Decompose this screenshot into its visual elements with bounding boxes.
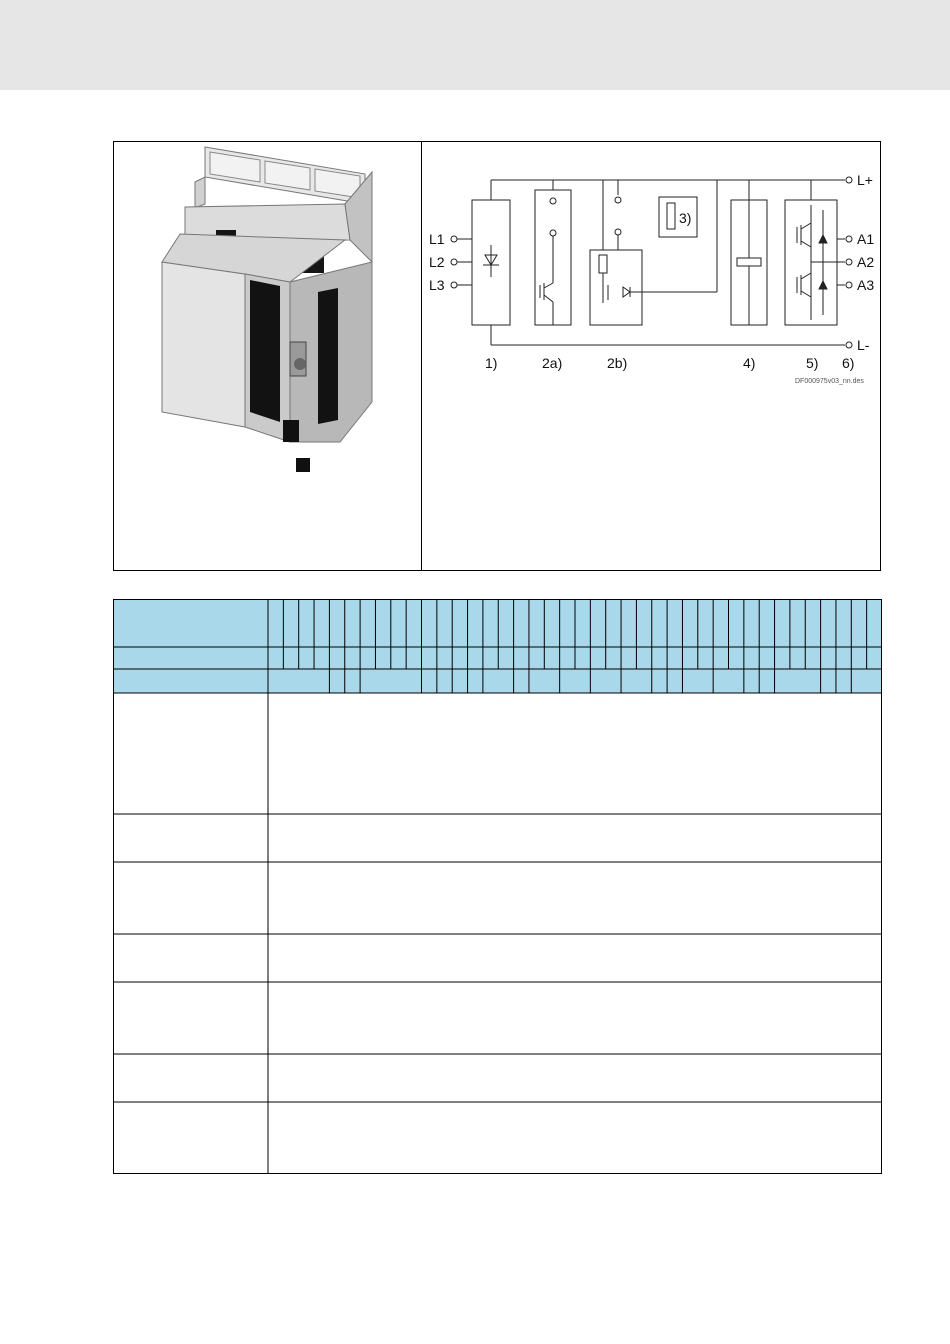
label-brake-resistor-circuit: 2b) <box>607 355 628 371</box>
figure-divider <box>421 141 422 571</box>
terminal-a2 <box>846 259 852 265</box>
table-row <box>113 1102 882 1174</box>
label-l1: L1 <box>429 231 445 247</box>
label-l-plus: L+ <box>857 172 873 188</box>
drawing-id: DF000975v03_nn.des <box>795 378 864 385</box>
table-row <box>113 982 882 1054</box>
table-row <box>113 814 882 862</box>
label-inverter: 5) <box>806 355 819 371</box>
table-row <box>113 934 882 982</box>
label-rectifier: 1) <box>485 355 498 371</box>
label-brake-transistor: 2a) <box>542 355 563 371</box>
label-l-minus: L- <box>857 337 870 353</box>
label-motor-output: 6) <box>842 355 855 371</box>
terminal-a3 <box>846 282 852 288</box>
label-l2: L2 <box>429 254 445 270</box>
label-a2: A2 <box>857 254 875 270</box>
label-a1: A1 <box>857 231 875 247</box>
label-capacitor: 4) <box>743 355 756 371</box>
table-row <box>113 693 882 814</box>
terminal-l-minus <box>846 342 852 348</box>
table-row <box>113 1054 882 1102</box>
circuit-schematic <box>425 165 880 390</box>
spec-table-grid <box>113 599 882 1174</box>
device-illustration <box>150 142 380 482</box>
capacitor-icon <box>737 258 761 266</box>
diode-icon <box>623 287 630 297</box>
terminal-l-plus <box>846 177 852 183</box>
header-row-3 <box>113 669 882 693</box>
spec-table <box>113 599 882 1174</box>
label-l3: L3 <box>429 277 445 293</box>
page-header-band <box>0 0 950 90</box>
label-resistor: 3) <box>679 210 692 226</box>
header-row-1 <box>113 599 882 647</box>
label-a3: A3 <box>857 277 875 293</box>
resistor-icon <box>599 255 607 273</box>
table-row <box>113 862 882 934</box>
terminal-a1 <box>846 236 852 242</box>
brake-resistor-block <box>590 250 642 325</box>
header-row-2 <box>113 647 882 669</box>
